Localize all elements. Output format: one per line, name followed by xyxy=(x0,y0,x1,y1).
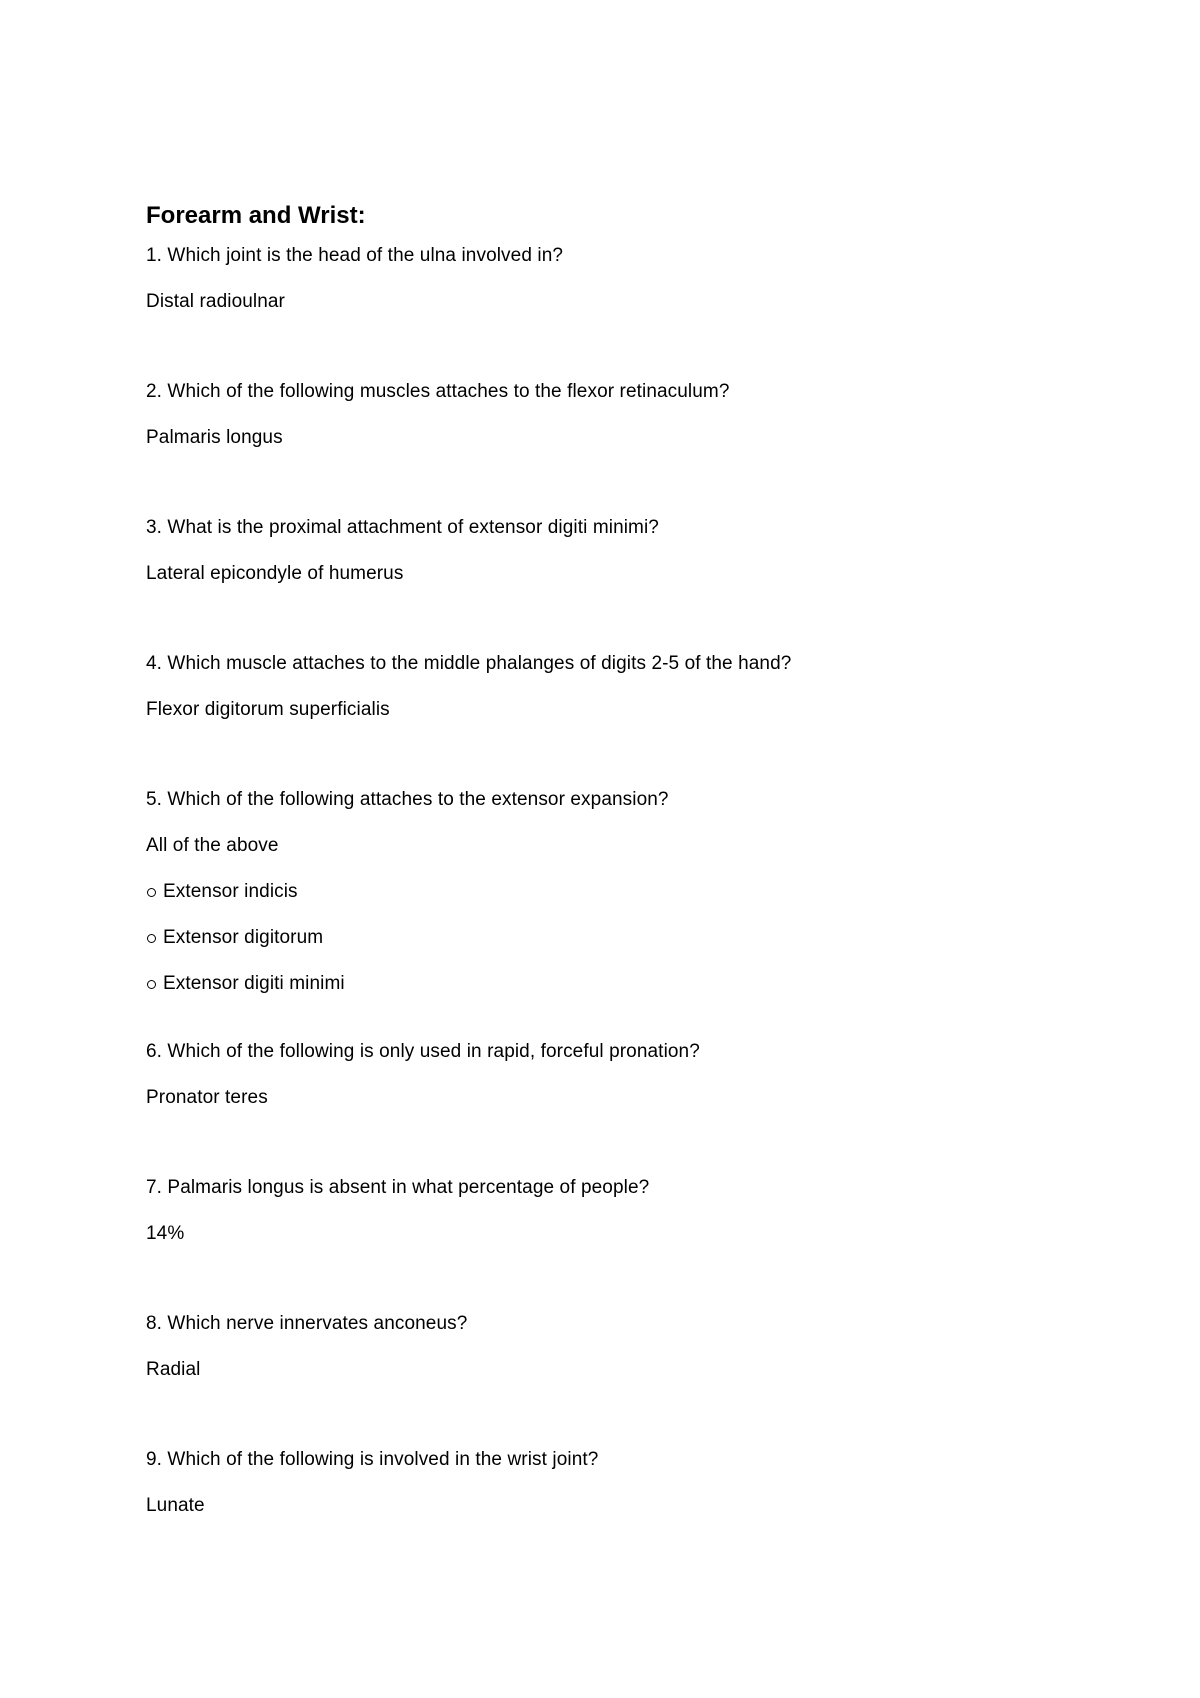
circle-bullet-icon xyxy=(147,980,156,989)
qa-item-3 xyxy=(146,516,1096,586)
qa-item-2 xyxy=(146,380,1096,450)
answer-text: Distal radioulnar xyxy=(146,291,285,312)
qa-item-8 xyxy=(146,1312,1096,1382)
qa-item-7 xyxy=(146,1176,1096,1246)
answer-text: Lunate xyxy=(146,1495,205,1516)
question-text: 3. What is the proximal attachment of extensor digiti minimi? xyxy=(146,517,659,538)
qa-item-9 xyxy=(146,1448,1096,1518)
answer-text: All of the above xyxy=(146,835,279,856)
qa-item-6 xyxy=(146,1040,1096,1110)
option-list xyxy=(146,880,1096,996)
option-item xyxy=(146,880,1096,904)
qa-item-5 xyxy=(146,788,1096,996)
question-text: 5. Which of the following attaches to the extensor expansion? xyxy=(146,789,669,810)
circle-bullet-icon xyxy=(147,934,156,943)
option-text: Extensor indicis xyxy=(163,881,298,902)
question-text: 2. Which of the following muscles attaches to the flexor retinaculum? xyxy=(146,381,730,402)
spacer xyxy=(146,472,1096,516)
question-text: 8. Which nerve innervates anconeus? xyxy=(146,1313,468,1334)
qa-item-4 xyxy=(146,652,1096,722)
spacer xyxy=(146,1404,1096,1448)
answer-text: Radial xyxy=(146,1359,201,1380)
question-text: 9. Which of the following is involved in the wrist joint? xyxy=(146,1449,599,1470)
option-item xyxy=(146,926,1096,950)
option-text: Extensor digiti minimi xyxy=(163,973,345,994)
document-content xyxy=(146,200,1096,1540)
answer-text: Palmaris longus xyxy=(146,427,283,448)
spacer xyxy=(146,996,1096,1040)
question-text: 1. Which joint is the head of the ulna involved in? xyxy=(146,245,564,266)
answer-text: 14% xyxy=(146,1223,185,1244)
answer-text: Lateral epicondyle of humerus xyxy=(146,563,404,584)
answer-text: Pronator teres xyxy=(146,1087,268,1108)
question-text: 7. Palmaris longus is absent in what percentage of people? xyxy=(146,1177,650,1198)
document-title: Forearm and Wrist: xyxy=(146,202,366,229)
question-text: 4. Which muscle attaches to the middle phalanges of digits 2-5 of the hand? xyxy=(146,653,792,674)
answer-text: Flexor digitorum superficialis xyxy=(146,699,390,720)
spacer xyxy=(146,1132,1096,1176)
spacer xyxy=(146,1268,1096,1312)
spacer xyxy=(146,608,1096,652)
option-item xyxy=(146,972,1096,996)
option-text: Extensor digitorum xyxy=(163,927,324,948)
circle-bullet-icon xyxy=(147,888,156,897)
question-text: 6. Which of the following is only used in rapid, forceful pronation? xyxy=(146,1041,700,1062)
spacer xyxy=(146,336,1096,380)
spacer xyxy=(146,744,1096,788)
qa-item-1 xyxy=(146,244,1096,314)
